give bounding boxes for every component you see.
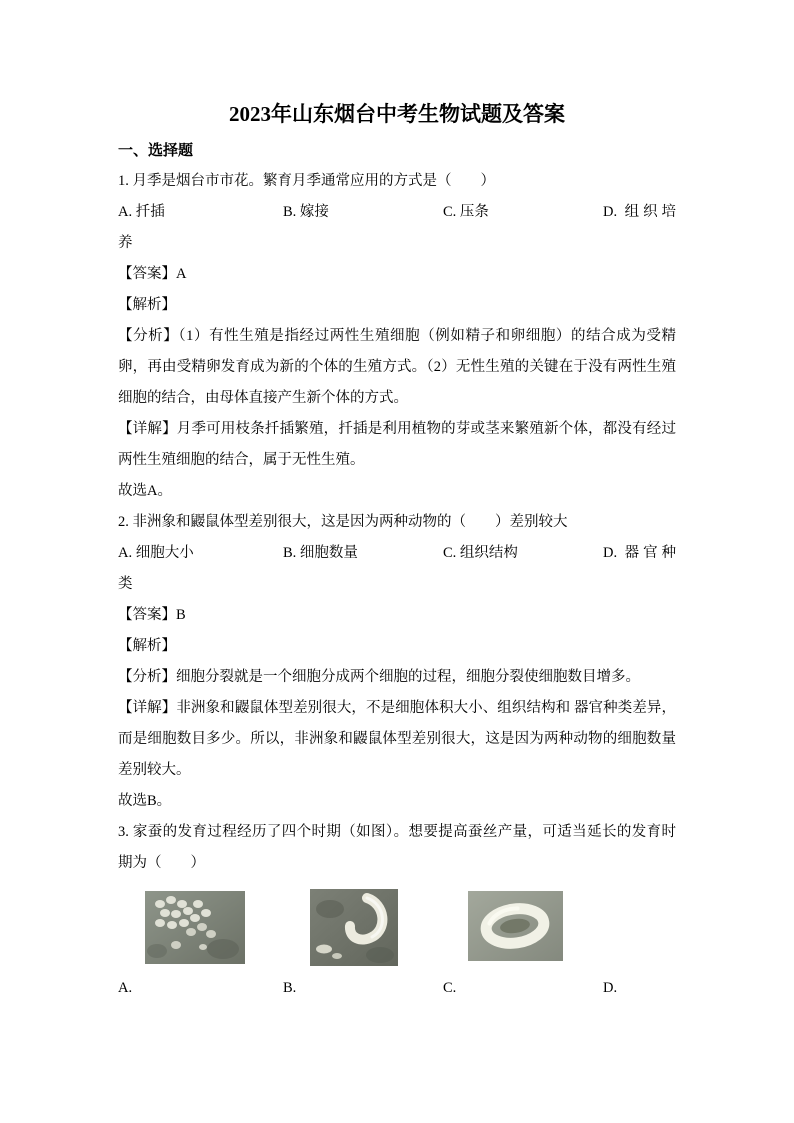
q1-option-c: C. 压条 (443, 204, 489, 220)
q3-choice-c: C. (443, 980, 457, 996)
question-2 (118, 507, 676, 817)
question-3 (118, 817, 676, 1004)
q3-choice-a: A. (118, 980, 133, 996)
q1-detail: 【详解】月季可用枝条扦插繁殖，扦插是利用植物的芽或茎来繁殖新个体，都没有经过两性生殖细胞的结合，属于无性生殖。 (118, 421, 676, 468)
q2-option-a: A. 细胞大小 (118, 545, 194, 561)
q1-option-a: A. 扦插 (118, 204, 165, 220)
q2-answer-label: 【答案】B (118, 607, 186, 623)
silkworm-larva-photo (310, 889, 398, 966)
silkworm-eggs-photo (145, 891, 245, 964)
q2-analysis: 【分析】细胞分裂就是一个细胞分成两个细胞的过程，细胞分裂使细胞数目增多。 (118, 669, 640, 685)
q1-options (118, 197, 676, 259)
q1-option-d: D. 组织培养 (118, 204, 676, 251)
page-title: 2023年山东烟台中考生物试题及答案 (229, 102, 565, 126)
q3-choice-b: B. (283, 980, 297, 996)
q2-options (118, 538, 676, 600)
q3-choice-d: D. (603, 980, 618, 996)
q1-analysis: 【分析】（1）有性生殖是指经过两性生殖细胞（例如精子和卵细胞）的结合成为受精卵，再由受精卵发育成为新的个体的生殖方式。（2）无性生殖的关键在于没有两性生殖细胞的结合，由母体直接产生新个体的方式。 (118, 328, 676, 406)
q2-conclusion: 故选B。 (118, 793, 172, 809)
q3-figure-row (118, 891, 676, 967)
q1-stem: 1. 月季是烟台市市花。繁育月季通常应用的方式是（ ） (118, 173, 495, 189)
q2-analysis-header: 【解析】 (118, 638, 176, 654)
q3-choices (118, 973, 676, 1004)
q1-analysis-header: 【解析】 (118, 297, 176, 313)
silkworm-cocoon-photo (468, 891, 563, 961)
q2-option-c: C. 组织结构 (443, 545, 518, 561)
question-1 (118, 166, 676, 507)
q2-option-b: B. 细胞数量 (283, 545, 358, 561)
q2-stem: 2. 非洲象和鼹鼠体型差别很大，这是因为两种动物的（ ）差别较大 (118, 514, 568, 530)
q1-answer-label: 【答案】A (118, 266, 187, 282)
q2-detail: 【详解】非洲象和鼹鼠体型差别很大，不是细胞体积大小、组织结构和 器官种类差异，而是细胞数目多少。所以，非洲象和鼹鼠体型差别很大，这是因为两种动物的细胞数量差别较大。 (118, 700, 676, 778)
section-heading: 一、选择题 (118, 143, 194, 159)
q1-conclusion: 故选A。 (118, 483, 172, 499)
q3-stem: 3. 家蚕的发育过程经历了四个时期（如图）。想要提高蚕丝产量，可适当延长的发育时期为（ ） (118, 824, 676, 871)
q1-option-b: B. 嫁接 (283, 204, 329, 220)
q2-option-d: D. 器官种类 (118, 545, 676, 592)
